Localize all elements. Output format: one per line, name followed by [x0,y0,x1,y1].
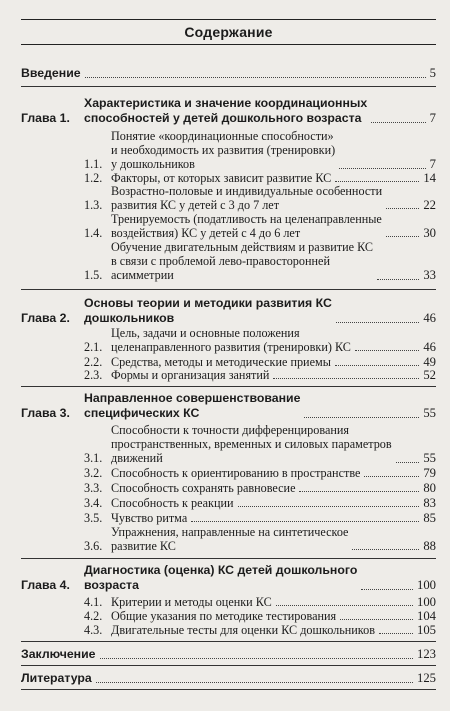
section-title: Факторы, от которых зависит развитие КС [111,171,332,185]
page-number: 46 [423,311,436,325]
leader-dots [386,236,419,237]
section-title: Возрастно-половые и индивидуальные особенности развития КС у детей с 3 до 7 лет [111,184,383,213]
page-number: 104 [416,609,436,623]
section-title: Тренируемость (податливость на целенаправленные воздействия) КС у детей с 4 до 6 лет [111,212,382,241]
section-number: 3.1. [84,451,103,466]
section-number: 3.5. [84,511,103,525]
toc-entry-literature [21,671,436,686]
toc-section-2-1 [84,326,436,354]
chapter-number: Глава 4. [21,578,70,592]
section-number: 3.4. [84,496,103,510]
toc-section-3-1 [84,423,436,466]
page-number: 55 [423,451,436,466]
section-title: Способность к ориентированию в пространстве [111,466,361,480]
divider [21,386,436,387]
divider [21,558,436,559]
leader-dots [304,417,419,418]
leader-dots [96,682,413,683]
section-number: 2.3. [84,368,103,382]
toc-chapter-1 [21,96,436,126]
section-title: Двигательные тесты для оценки КС дошкольников [111,623,375,637]
divider [21,641,436,642]
leader-dots [377,279,419,280]
page-number: 79 [423,466,436,480]
toc-section-4-3 [84,623,436,637]
toc-section-3-3 [84,481,436,495]
conclusion-title: Заключение [21,647,96,661]
leader-dots [335,181,419,182]
chapter-title: Характеристика и значение координационных способностей у детей дошкольного возраста [84,96,368,125]
section-number: 3.6. [84,539,103,554]
toc-chapter-2 [21,296,436,326]
section-title: Средства, методы и методические приемы [111,355,331,369]
section-title: Упражнения, направленные на синтетическое развитие КС [111,525,349,554]
page-number: 100 [416,578,436,592]
section-number: 4.3. [84,623,103,637]
leader-dots [238,506,420,507]
toc-section-2-3 [84,368,436,382]
toc-section-1-5 [84,240,436,283]
section-number: 2.2. [84,355,103,369]
section-number: 3.3. [84,481,103,495]
leader-dots [379,633,413,634]
page-number: 14 [423,171,436,185]
toc-section-3-6 [84,525,436,553]
section-number: 4.1. [84,595,103,609]
leader-dots [340,619,413,620]
leader-dots [100,658,413,659]
section-title: Обучение двигательным действиям и развитие КС в связи с проблемой лево-правосторонней асимметрии [111,240,374,283]
chapter-number: Глава 3. [21,406,70,420]
section-number: 4.2. [84,609,103,623]
page-title: Содержание [21,19,436,45]
page-number: 80 [423,481,436,495]
divider [21,689,436,690]
leader-dots [336,322,419,323]
page-number: 7 [429,157,436,172]
page-number: 55 [423,406,436,420]
toc-entry-intro [21,66,436,81]
leader-dots [396,462,420,463]
toc-section-1-1 [84,129,436,172]
chapter-number: Глава 1. [21,111,70,125]
section-number: 1.2. [84,171,103,185]
section-number: 1.1. [84,157,103,172]
toc-entry-conclusion [21,647,436,662]
page-number: 105 [416,623,436,637]
leader-dots [352,549,419,550]
section-number: 2.1. [84,340,103,355]
page-number: 88 [423,539,436,554]
leader-dots [335,365,419,366]
section-title: Понятие «координационные способности» и необходимость их развития (тренировки) у дошкольников [111,129,336,172]
page-number: 83 [423,496,436,510]
page-number: 85 [423,511,436,525]
page-number: 30 [423,226,436,241]
page-number: 7 [429,111,436,125]
toc-section-4-1 [84,595,436,609]
leader-dots [276,605,413,606]
page-number: 33 [423,268,436,283]
intro-title: Введение [21,66,81,80]
divider [21,289,436,290]
section-title: Общие указания по методике тестирования [111,609,337,623]
toc-chapter-4 [21,563,436,593]
chapter-title: Основы теории и методики развития КС дошкольников [84,296,332,325]
leader-dots [299,491,419,492]
leader-dots [361,589,413,590]
toc-section-1-4 [84,212,436,240]
section-title: Способность к реакции [111,496,234,510]
page-number: 125 [416,671,436,685]
literature-title: Литература [21,671,92,685]
section-title: Способность сохранять равновесие [111,481,296,495]
section-title: Способности к точности дифференцирования пространственных, временных и силовых параметров движений [111,423,392,466]
leader-dots [273,378,419,379]
page-number: 46 [423,340,436,355]
toc-section-4-2 [84,609,436,623]
chapter-number: Глава 2. [21,311,70,325]
toc-section-1-3 [84,184,436,212]
section-number: 3.2. [84,466,103,480]
toc-section-3-4 [84,496,436,510]
divider [21,665,436,666]
leader-dots [364,476,419,477]
chapter-title: Направленное совершенствование специфических КС [84,391,301,420]
page-number: 123 [416,647,436,661]
chapter-title: Диагностика (оценка) КС детей дошкольного возраста [84,563,358,592]
leader-dots [339,168,425,169]
section-title: Формы и организация занятий [111,368,270,382]
page-number: 49 [423,355,436,369]
leader-dots [386,208,419,209]
leader-dots [355,350,419,351]
page-number: 100 [416,595,436,609]
leader-dots [85,77,426,78]
leader-dots [371,122,425,123]
page-number: 52 [423,368,436,382]
section-number: 1.5. [84,268,103,283]
divider [21,86,436,87]
section-number: 1.4. [84,226,103,241]
section-title: Критерии и методы оценки КС [111,595,272,609]
page-number: 22 [423,198,436,213]
page-number: 5 [429,66,436,80]
toc-chapter-3 [21,391,436,421]
section-title: Чувство ритма [111,511,188,525]
toc-section-3-2 [84,466,436,480]
section-number: 1.3. [84,198,103,213]
section-title: Цель, задачи и основные положения целенаправленного развития (тренировки) КС [111,326,351,355]
toc-section-3-5 [84,511,436,525]
leader-dots [191,521,419,522]
